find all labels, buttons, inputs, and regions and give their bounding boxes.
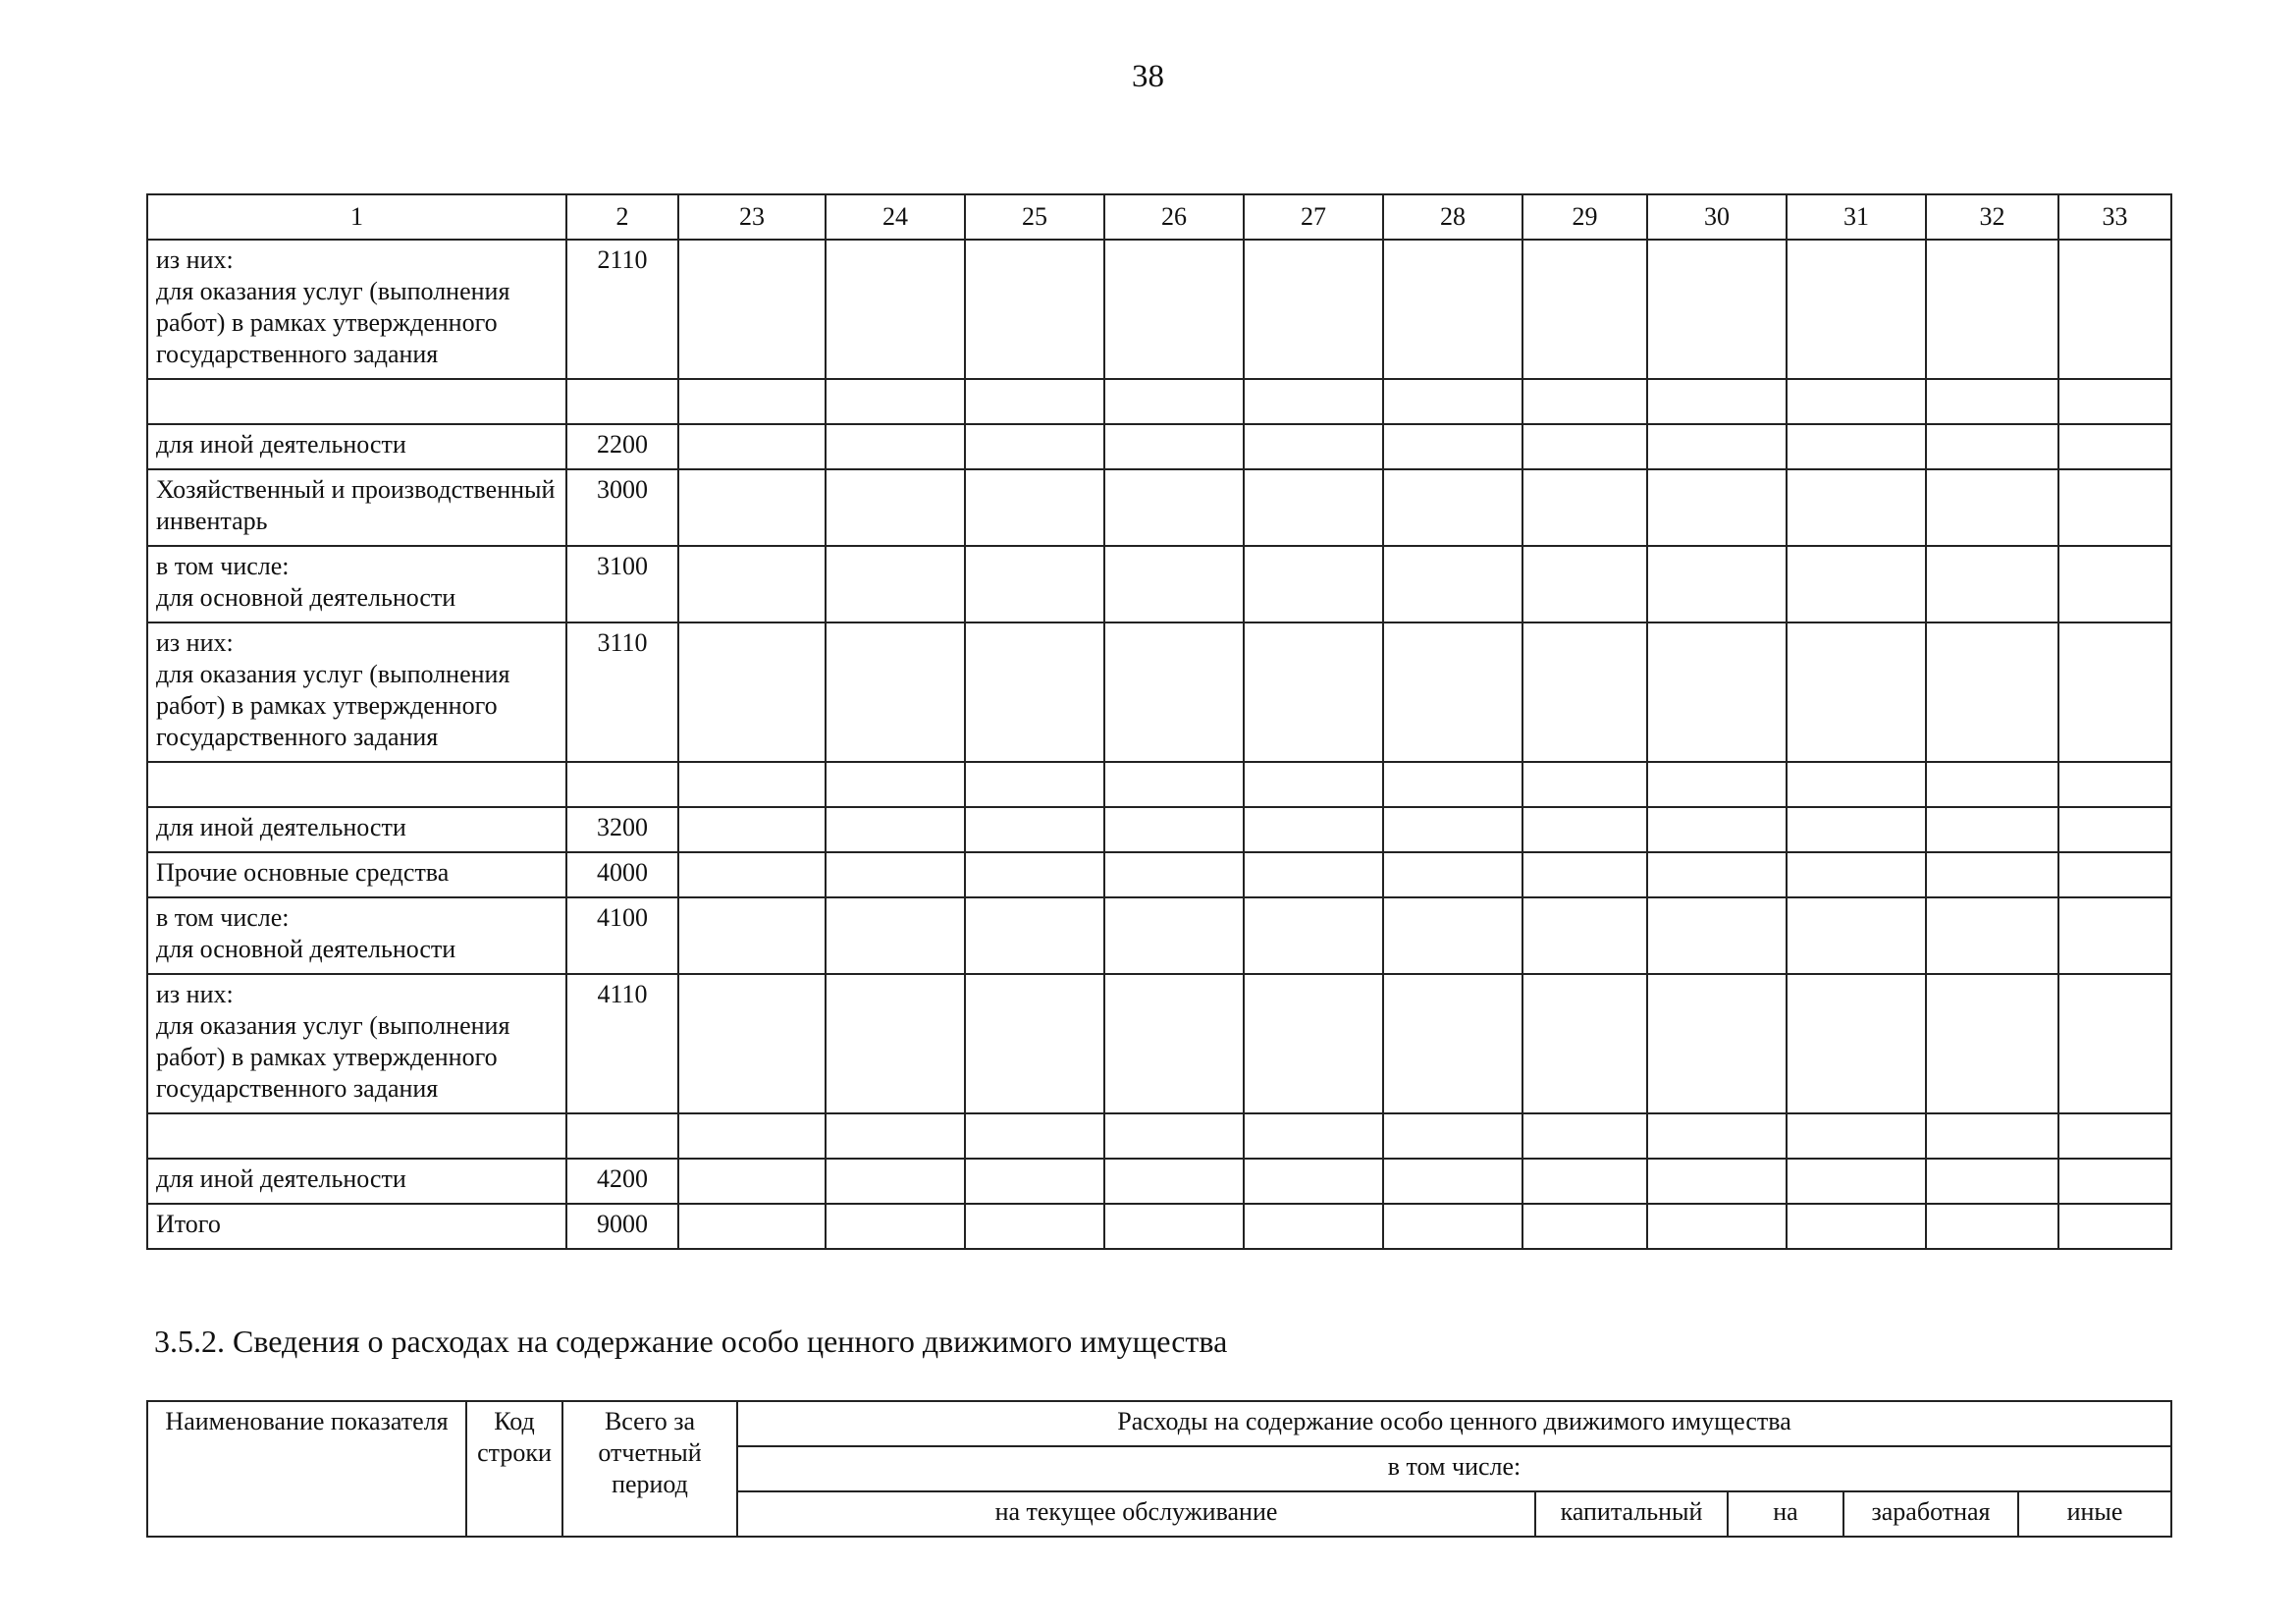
page-number: 38	[1132, 59, 1164, 94]
empty-value-cell	[1522, 424, 1647, 469]
empty-value-cell	[1926, 1204, 2058, 1249]
empty-value-cell	[1383, 240, 1522, 379]
empty-value-cell	[965, 469, 1104, 546]
row-name-cell	[147, 762, 566, 807]
empty-value-cell	[826, 897, 965, 974]
row-name-cell: Итого	[147, 1204, 566, 1249]
empty-value-cell	[1104, 852, 1244, 897]
empty-value-cell	[1104, 424, 1244, 469]
empty-value-cell	[965, 852, 1104, 897]
empty-value-cell	[678, 897, 826, 974]
empty-value-cell	[1926, 1113, 2058, 1159]
empty-value-cell	[1522, 1113, 1647, 1159]
column-number-header: 2	[566, 194, 678, 240]
empty-value-cell	[1104, 1113, 1244, 1159]
row-code-cell: 9000	[566, 1204, 678, 1249]
expense-subcol-current-maintenance: на текущее обслуживание	[737, 1491, 1535, 1537]
row-name-cell: в том числе: для основной деятельности	[147, 546, 566, 622]
empty-value-cell	[826, 546, 965, 622]
empty-value-cell	[2058, 240, 2171, 379]
empty-value-cell	[1926, 469, 2058, 546]
row-code-cell	[566, 762, 678, 807]
row-code-cell: 4100	[566, 897, 678, 974]
empty-value-cell	[1244, 974, 1383, 1113]
empty-value-cell	[1244, 424, 1383, 469]
table-row	[147, 379, 2171, 424]
empty-value-cell	[1244, 807, 1383, 852]
empty-value-cell	[2058, 974, 2171, 1113]
empty-value-cell	[1787, 1159, 1926, 1204]
expense-including-header: в том числе:	[737, 1446, 2171, 1491]
empty-value-cell	[826, 1204, 965, 1249]
empty-value-cell	[1787, 897, 1926, 974]
empty-value-cell	[1104, 1204, 1244, 1249]
table-row	[147, 762, 2171, 807]
empty-value-cell	[2058, 897, 2171, 974]
empty-value-cell	[826, 807, 965, 852]
empty-value-cell	[1522, 546, 1647, 622]
empty-value-cell	[678, 974, 826, 1113]
row-name-cell: для иной деятельности	[147, 1159, 566, 1204]
empty-value-cell	[1787, 379, 1926, 424]
empty-value-cell	[1647, 1159, 1787, 1204]
column-number-header: 33	[2058, 194, 2171, 240]
empty-value-cell	[965, 897, 1104, 974]
table-header-row	[147, 194, 2171, 240]
expense-subcol-na: на	[1728, 1491, 1843, 1537]
row-code-cell: 4110	[566, 974, 678, 1113]
empty-value-cell	[2058, 1113, 2171, 1159]
empty-value-cell	[1647, 240, 1787, 379]
empty-value-cell	[1104, 762, 1244, 807]
table-row	[147, 897, 2171, 974]
empty-value-cell	[965, 974, 1104, 1113]
table-row	[147, 852, 2171, 897]
empty-value-cell	[1787, 546, 1926, 622]
row-name-cell	[147, 1113, 566, 1159]
empty-value-cell	[1787, 974, 1926, 1113]
empty-value-cell	[965, 424, 1104, 469]
empty-value-cell	[1926, 379, 2058, 424]
column-number-header: 26	[1104, 194, 1244, 240]
empty-value-cell	[1647, 762, 1787, 807]
row-name-cell: из них: для оказания услуг (выполнения работ) в рамках утвержденного государственного задания	[147, 240, 566, 379]
empty-value-cell	[965, 807, 1104, 852]
row-name-cell: для иной деятельности	[147, 424, 566, 469]
empty-value-cell	[678, 240, 826, 379]
table-row	[147, 974, 2171, 1113]
empty-value-cell	[2058, 1159, 2171, 1204]
table-row	[147, 546, 2171, 622]
empty-value-cell	[2058, 546, 2171, 622]
row-code-cell: 3110	[566, 622, 678, 762]
empty-value-cell	[1383, 379, 1522, 424]
empty-value-cell	[1244, 1159, 1383, 1204]
empty-value-cell	[965, 240, 1104, 379]
empty-value-cell	[1522, 897, 1647, 974]
empty-value-cell	[1787, 852, 1926, 897]
empty-value-cell	[965, 1159, 1104, 1204]
empty-value-cell	[678, 1204, 826, 1249]
empty-value-cell	[1787, 469, 1926, 546]
empty-value-cell	[826, 424, 965, 469]
empty-value-cell	[965, 1204, 1104, 1249]
empty-value-cell	[678, 424, 826, 469]
empty-value-cell	[1522, 974, 1647, 1113]
empty-value-cell	[1926, 424, 2058, 469]
row-code-cell: 4200	[566, 1159, 678, 1204]
empty-value-cell	[678, 379, 826, 424]
empty-value-cell	[1647, 469, 1787, 546]
empty-value-cell	[1647, 807, 1787, 852]
table-row	[147, 622, 2171, 762]
expense-code-header: Код строки	[466, 1401, 562, 1537]
column-number-header: 32	[1926, 194, 2058, 240]
empty-value-cell	[1383, 1159, 1522, 1204]
empty-value-cell	[1522, 1159, 1647, 1204]
empty-value-cell	[1383, 762, 1522, 807]
table-row	[147, 1113, 2171, 1159]
empty-value-cell	[1104, 379, 1244, 424]
empty-value-cell	[1647, 424, 1787, 469]
empty-value-cell	[1383, 807, 1522, 852]
empty-value-cell	[1787, 240, 1926, 379]
empty-value-cell	[826, 622, 965, 762]
empty-value-cell	[1383, 546, 1522, 622]
empty-value-cell	[1104, 469, 1244, 546]
empty-value-cell	[1647, 622, 1787, 762]
expense-subcol-capital: капитальный	[1535, 1491, 1728, 1537]
row-name-cell: Хозяйственный и производственный инвентарь	[147, 469, 566, 546]
empty-value-cell	[1244, 546, 1383, 622]
empty-value-cell	[1383, 1113, 1522, 1159]
empty-value-cell	[826, 762, 965, 807]
empty-value-cell	[965, 1113, 1104, 1159]
empty-value-cell	[1522, 852, 1647, 897]
empty-value-cell	[1787, 424, 1926, 469]
expense-subcol-salary: заработная	[1843, 1491, 2018, 1537]
expense-table	[146, 1400, 2172, 1538]
empty-value-cell	[1104, 622, 1244, 762]
column-number-header: 28	[1383, 194, 1522, 240]
row-code-cell: 4000	[566, 852, 678, 897]
expense-subcol-other: иные	[2018, 1491, 2171, 1537]
empty-value-cell	[2058, 424, 2171, 469]
empty-value-cell	[678, 546, 826, 622]
empty-value-cell	[2058, 469, 2171, 546]
empty-value-cell	[1926, 1159, 2058, 1204]
empty-value-cell	[1383, 469, 1522, 546]
empty-value-cell	[1926, 974, 2058, 1113]
empty-value-cell	[1383, 974, 1522, 1113]
column-number-header: 31	[1787, 194, 1926, 240]
empty-value-cell	[1522, 240, 1647, 379]
empty-value-cell	[1104, 546, 1244, 622]
empty-value-cell	[826, 469, 965, 546]
empty-value-cell	[1647, 852, 1787, 897]
empty-value-cell	[1647, 974, 1787, 1113]
table-row	[147, 424, 2171, 469]
row-code-cell: 2110	[566, 240, 678, 379]
empty-value-cell	[1383, 852, 1522, 897]
expense-main-header: Расходы на содержание особо ценного движимого имущества	[737, 1401, 2171, 1446]
empty-value-cell	[1104, 897, 1244, 974]
empty-value-cell	[2058, 379, 2171, 424]
empty-value-cell	[1383, 622, 1522, 762]
column-number-header: 23	[678, 194, 826, 240]
row-name-cell	[147, 379, 566, 424]
column-number-header: 25	[965, 194, 1104, 240]
empty-value-cell	[1647, 1113, 1787, 1159]
empty-value-cell	[1647, 897, 1787, 974]
empty-value-cell	[1104, 1159, 1244, 1204]
row-name-cell: Прочие основные средства	[147, 852, 566, 897]
empty-value-cell	[1926, 852, 2058, 897]
row-code-cell: 3000	[566, 469, 678, 546]
empty-value-cell	[1383, 424, 1522, 469]
empty-value-cell	[2058, 807, 2171, 852]
row-code-cell: 3100	[566, 546, 678, 622]
row-code-cell	[566, 1113, 678, 1159]
table-row	[147, 1159, 2171, 1204]
main-table	[146, 193, 2172, 1250]
empty-value-cell	[826, 240, 965, 379]
empty-value-cell	[1926, 622, 2058, 762]
empty-value-cell	[1647, 546, 1787, 622]
empty-value-cell	[1522, 622, 1647, 762]
empty-value-cell	[2058, 762, 2171, 807]
table-row	[147, 807, 2171, 852]
expense-total-header: Всего за отчетный период	[562, 1401, 737, 1537]
column-number-header: 29	[1522, 194, 1647, 240]
empty-value-cell	[1383, 1204, 1522, 1249]
empty-value-cell	[965, 622, 1104, 762]
empty-value-cell	[2058, 852, 2171, 897]
empty-value-cell	[1787, 762, 1926, 807]
empty-value-cell	[1104, 240, 1244, 379]
empty-value-cell	[1647, 1204, 1787, 1249]
empty-value-cell	[678, 469, 826, 546]
empty-value-cell	[1787, 807, 1926, 852]
row-code-cell: 3200	[566, 807, 678, 852]
table-row	[147, 1204, 2171, 1249]
empty-value-cell	[1244, 1113, 1383, 1159]
table-row	[147, 240, 2171, 379]
row-code-cell	[566, 379, 678, 424]
empty-value-cell	[1244, 469, 1383, 546]
empty-value-cell	[1926, 762, 2058, 807]
empty-value-cell	[965, 379, 1104, 424]
column-number-header: 24	[826, 194, 965, 240]
empty-value-cell	[1647, 379, 1787, 424]
empty-value-cell	[1244, 379, 1383, 424]
empty-value-cell	[826, 379, 965, 424]
empty-value-cell	[1522, 379, 1647, 424]
empty-value-cell	[678, 852, 826, 897]
empty-value-cell	[678, 1159, 826, 1204]
column-number-header: 1	[147, 194, 566, 240]
table-row	[147, 469, 2171, 546]
empty-value-cell	[2058, 622, 2171, 762]
empty-value-cell	[1787, 1113, 1926, 1159]
empty-value-cell	[678, 1113, 826, 1159]
row-name-cell: из них: для оказания услуг (выполнения работ) в рамках утвержденного государственного задания	[147, 974, 566, 1113]
empty-value-cell	[1244, 762, 1383, 807]
empty-value-cell	[1104, 974, 1244, 1113]
empty-value-cell	[1926, 807, 2058, 852]
empty-value-cell	[826, 1159, 965, 1204]
empty-value-cell	[2058, 1204, 2171, 1249]
empty-value-cell	[826, 1113, 965, 1159]
empty-value-cell	[965, 546, 1104, 622]
empty-value-cell	[678, 622, 826, 762]
row-name-cell: для иной деятельности	[147, 807, 566, 852]
empty-value-cell	[1926, 240, 2058, 379]
empty-value-cell	[1522, 1204, 1647, 1249]
empty-value-cell	[678, 807, 826, 852]
empty-value-cell	[1522, 469, 1647, 546]
empty-value-cell	[1383, 897, 1522, 974]
empty-value-cell	[1522, 807, 1647, 852]
empty-value-cell	[1522, 762, 1647, 807]
empty-value-cell	[826, 852, 965, 897]
empty-value-cell	[1926, 897, 2058, 974]
empty-value-cell	[826, 974, 965, 1113]
empty-value-cell	[1244, 852, 1383, 897]
empty-value-cell	[1244, 240, 1383, 379]
section-title: 3.5.2. Сведения о расходах на содержание особо ценного движимого имущества	[154, 1324, 1228, 1359]
empty-value-cell	[1244, 622, 1383, 762]
row-name-cell: из них: для оказания услуг (выполнения работ) в рамках утвержденного государственного задания	[147, 622, 566, 762]
empty-value-cell	[1104, 807, 1244, 852]
row-code-cell: 2200	[566, 424, 678, 469]
empty-value-cell	[678, 762, 826, 807]
column-number-header: 27	[1244, 194, 1383, 240]
empty-value-cell	[1787, 622, 1926, 762]
empty-value-cell	[1926, 546, 2058, 622]
empty-value-cell	[1244, 1204, 1383, 1249]
empty-value-cell	[1787, 1204, 1926, 1249]
empty-value-cell	[1244, 897, 1383, 974]
empty-value-cell	[965, 762, 1104, 807]
column-number-header: 30	[1647, 194, 1787, 240]
row-name-cell: в том числе: для основной деятельности	[147, 897, 566, 974]
expense-name-header: Наименование показателя	[147, 1401, 466, 1537]
